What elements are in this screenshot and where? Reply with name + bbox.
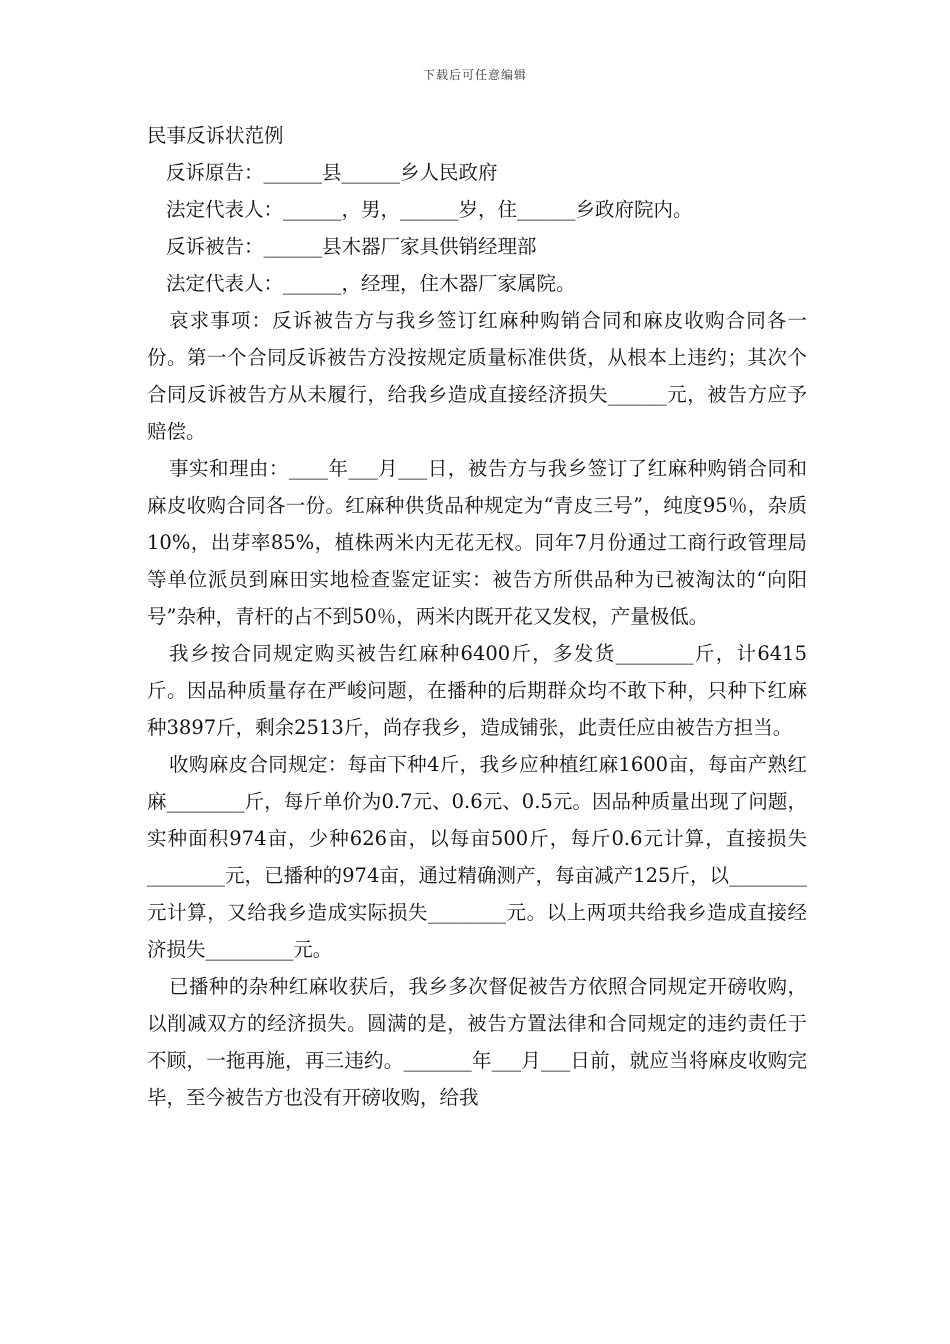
document-title: 民事反诉状范例 (147, 124, 284, 147)
header-note: 下载后可任意编辑 (422, 68, 527, 82)
paragraph-facts-reasons: 事实和理由：____年___月___日，被告方与我乡签订了红麻种购销合同和麻皮收购合同各一份。红麻种供货品种规定为“青皮三号”，纯度95％，杂质10%，出芽率85%，植株两米内无花无杈。同年7月份通过工商行政管理局等单位派员到麻田实地检查鉴定证实：被告方所供品种为已被淘汰的“向阳号”杂种，青杆的占不到50％，两米内既开花又发杈，产量极低。 (147, 457, 807, 628)
party-counter-plaintiff: 反诉原告：______县______乡人民政府 (166, 161, 498, 184)
document-body (147, 117, 807, 1116)
paragraph-hemp-contract: 收购麻皮合同规定：每亩下种4斤，我乡应种植红麻1600亩，每亩产熟红麻________斤，每斤单价为0.7元、0.6元、0.5元。因品种质量出现了问题，实种面积974亩，少种626亩，以每亩500斤，每斤0.6元计算，直接损失________元，已播种的974亩，通过精确测产，每亩减产125斤，以________元计算，又给我乡造成实际损失________元。以上两项共给我乡造成直接经济损失_________元。 (147, 753, 807, 961)
paragraph-breach: 已播种的杂种红麻收获后，我乡多次督促被告方依照合同规定开磅收购，以削减双方的经济损失。圆满的是，被告方置法律和合同规定的违约责任于不顾，一拖再施，再三违约。_______年___月___日前，就应当将麻皮收购完毕，至今被告方也没有开磅收购，给我 (147, 975, 807, 1109)
party-counter-defendant: 反诉被告：______县木器厂家具供销经理部 (166, 235, 537, 258)
paragraph-claims: 哀求事项：反诉被告方与我乡签订红麻种购销合同和麻皮收购合同各一份。第一个合同反诉被告方没按规定质量标准供货，从根本上违约；其次个合同反诉被告方从未履行，给我乡造成直接经济损失______元，被告方应予赔偿。 (147, 309, 807, 443)
party-defendant-representative: 法定代表人：______，经理，住木器厂家属院。 (166, 272, 576, 295)
paragraph-seed-purchase: 我乡按合同规定购买被告红麻种6400斤，多发货________斤，计6415斤。因品种质量存在严峻问题，在播种的后期群众均不敢下种，只种下红麻种3897斤，剩余2513斤，尚存我乡，造成铺张，此责任应由被告方担当。 (147, 642, 807, 739)
party-plaintiff-representative: 法定代表人：______，男，______岁，住______乡政府院内。 (166, 198, 693, 221)
